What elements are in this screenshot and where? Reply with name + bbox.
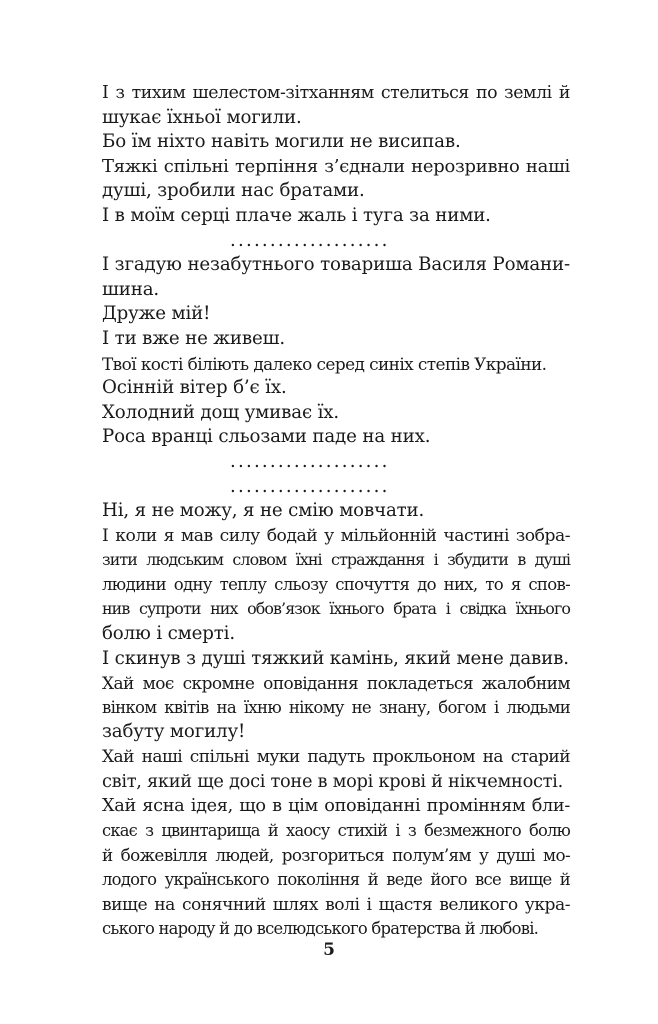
- text-line: І скинув з душі тяжкий камінь, який мене давив.: [102, 647, 569, 669]
- text-line: Бо їм ніхто навіть могили не висипав.: [102, 131, 461, 153]
- text-line: людини одну теплу сльозу спочуття до них, то я спов-: [102, 574, 570, 594]
- paragraph: [102, 524, 570, 647]
- paragraph: [102, 155, 570, 204]
- text-line: Тяжкі спільні терпіння з’єднали нерозривно наші: [102, 155, 570, 177]
- text-line: Ні, я не можу, я не смію мовчати.: [102, 500, 425, 522]
- text-line: І коли я мав силу бодай у мільйонній частині зобра-: [102, 525, 570, 546]
- text-line: болю і смерті.: [102, 623, 235, 645]
- text-line: Друже мій!: [102, 303, 211, 325]
- paragraph: [102, 204, 570, 229]
- text-line: світ, який ще досі тоне в морі крові й нікчемності.: [102, 770, 563, 792]
- text-line: шукає їхньої могили.: [102, 106, 302, 128]
- text-line: нив супроти них обов’язок їхнього брата і свідка їхнього: [102, 599, 570, 619]
- paragraph: [102, 647, 570, 672]
- paragraph: [102, 376, 570, 401]
- text-line: забуту могилу!: [102, 721, 246, 743]
- text-line: І згадую незабутнього товариша Василя Романи-: [102, 254, 570, 276]
- paragraph: [102, 327, 570, 352]
- ellipsis-separator: ....................: [230, 475, 390, 497]
- paragraph: [102, 302, 570, 327]
- text-line: І в моїм серці плаче жаль і туга за ними.: [102, 204, 491, 226]
- text-line: вище на сонячний шлях волі і щастя великого укра-: [102, 894, 570, 915]
- text-line: ського народу й до вселюдського братерства й любові.: [102, 919, 539, 939]
- text-line: лодого українського покоління й веде його все вище й: [102, 870, 570, 889]
- text-line: Хай ясна ідея, що в цім оповіданні промінням бли-: [102, 796, 570, 817]
- text-line: І ти вже не живеш.: [102, 327, 285, 349]
- paragraph: [102, 745, 570, 794]
- text-line: скає з цвинтарища й хаосу стихій і з безмежного болю: [102, 820, 570, 840]
- paragraph: [102, 130, 570, 155]
- text-line: Роса вранці сльозами паде на них.: [102, 426, 431, 448]
- text-line: душі, зробили нас братами.: [102, 180, 365, 202]
- paragraph: [102, 81, 570, 130]
- ellipsis-separator: ....................: [230, 450, 390, 472]
- paragraph: [102, 352, 570, 377]
- text-line: Холодний дощ умиває їх.: [102, 401, 340, 423]
- ellipsis-separator: ....................: [230, 229, 390, 251]
- page-number: 5: [323, 940, 335, 960]
- paragraph: [102, 253, 570, 302]
- text-line: Хай моє скромне оповідання покладеться жалобним: [102, 673, 570, 694]
- text-line: й божевілля людей, розгориться полум’ям у душі мо-: [102, 845, 570, 866]
- text-line: Осінній вітер б’є їх.: [102, 377, 287, 399]
- text-line: Хай наші спільні муки падуть прокльоном на старий: [102, 747, 570, 768]
- text-line: вінком квітів на їхню нікому не знану, богом і людьми: [102, 697, 570, 717]
- text-line: зити людським словом їхні страждання і збудити в душі: [102, 550, 570, 570]
- page-body: [102, 81, 570, 942]
- paragraph: [102, 671, 570, 745]
- paragraph: [102, 425, 570, 450]
- text-line: Твої кості біліють далеко серед синіх степів України.: [102, 353, 547, 374]
- paragraph: [102, 401, 570, 426]
- text-line: шина.: [102, 278, 160, 300]
- paragraph: [102, 794, 570, 942]
- paragraph: [102, 499, 570, 524]
- text-line: І з тихим шелестом-зітханням стелиться по землі й: [102, 83, 570, 103]
